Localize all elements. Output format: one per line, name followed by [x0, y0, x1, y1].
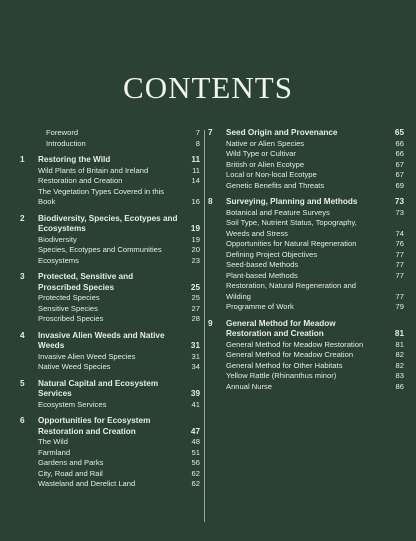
toc-entry[interactable] [20, 176, 200, 187]
page-number: 31 [191, 351, 200, 361]
toc-entry[interactable] [20, 469, 200, 480]
toc-chapter[interactable] [20, 214, 200, 235]
toc-entry[interactable] [20, 479, 200, 490]
entry-title: Annual Nurse [226, 381, 273, 391]
page-number: 27 [191, 303, 200, 313]
chapter-title: Restoring the Wild [38, 155, 111, 164]
page-number: 19 [190, 224, 200, 233]
page-number: 11 [192, 165, 200, 175]
toc-entry[interactable] [208, 149, 404, 160]
entry-title: Native or Alien Species [226, 138, 305, 148]
entry-title: Opportunities for Natural Regeneration [226, 239, 357, 248]
toc-chapter[interactable] [20, 379, 200, 400]
toc-entry[interactable] [20, 139, 200, 150]
page-number: 51 [191, 447, 200, 457]
chapter-number: 3 [20, 272, 25, 281]
chapter-title: Surveying, Planning and Methods [226, 197, 358, 206]
toc-entry[interactable] [208, 302, 404, 313]
chapter-number: 6 [20, 416, 25, 425]
page-number: 48 [191, 437, 200, 446]
toc-entry[interactable] [208, 160, 404, 171]
entry-title: Ecosystem Services [38, 399, 107, 409]
page-number: 69 [395, 180, 404, 190]
page-number: 82 [395, 350, 404, 359]
page-number: 41 [191, 399, 200, 409]
entry-title: Local or Non-local Ecotype [226, 170, 317, 179]
page-number: 77 [395, 270, 404, 280]
page-number: 74 [395, 228, 404, 238]
toc-entry[interactable] [20, 314, 200, 325]
page-number: 81 [395, 339, 404, 349]
chapter-number: 9 [208, 318, 213, 328]
toc-chapter[interactable] [20, 416, 200, 437]
entry-title: Programme of Work [226, 302, 294, 311]
toc-entry[interactable] [208, 361, 404, 372]
toc-chapter[interactable] [208, 128, 404, 139]
page-number: 67 [395, 159, 404, 169]
toc-entry[interactable] [208, 208, 404, 219]
entry-title: Farmland [38, 447, 71, 457]
toc-entry[interactable] [208, 239, 404, 250]
chapter-title: Seed Origin and Provenance [226, 128, 338, 137]
entry-title: Sensitive Species [38, 303, 98, 313]
toc-entry[interactable] [20, 437, 200, 448]
toc-entry[interactable] [20, 362, 200, 373]
chapter-number: 4 [20, 330, 25, 340]
page-number: 34 [191, 362, 200, 371]
page-number: 65 [394, 128, 404, 137]
toc-entry[interactable] [20, 245, 200, 256]
toc-chapter[interactable] [20, 331, 200, 352]
page-number: 47 [190, 426, 200, 436]
entry-title: Seed-based Methods [226, 260, 299, 269]
toc-entry[interactable] [208, 170, 404, 181]
entry-title: City, Road and Rail [38, 468, 103, 478]
column-divider [204, 130, 205, 522]
toc-entry[interactable] [208, 250, 404, 261]
page-number: 7 [195, 128, 200, 137]
entry-title: Biodiversity [38, 234, 77, 244]
entry-title: Species, Ecotypes and Communities [38, 245, 162, 254]
toc-left-column [20, 128, 200, 490]
toc-entry[interactable] [20, 187, 200, 208]
entry-title: Plant-based Methods [226, 270, 298, 280]
entry-title: Genetic Benefits and Threats [226, 180, 325, 190]
page-number: 66 [395, 138, 404, 148]
toc-entry[interactable] [20, 400, 200, 411]
page-number: 73 [395, 207, 404, 217]
toc-entry[interactable] [208, 350, 404, 361]
page-number: 82 [395, 360, 404, 370]
entry-title: Defining Project Objectives [226, 249, 318, 259]
entry-title: Restoration and Creation [38, 176, 123, 185]
page-number: 11 [191, 155, 200, 164]
entry-title: Native Weed Species [38, 362, 111, 371]
page-number: 77 [395, 260, 404, 269]
toc-entry[interactable] [20, 293, 200, 304]
entry-title: Botanical and Feature Surveys [226, 207, 330, 217]
entry-title: The Vegetation Types Covered in this Book [38, 186, 165, 206]
chapter-number: 5 [20, 378, 25, 388]
page-title: CONTENTS [123, 70, 293, 105]
entry-title: The Wild [38, 437, 68, 446]
chapter-number: 2 [20, 213, 25, 223]
entry-title: Proscribed Species [38, 314, 104, 323]
page-number: 83 [395, 371, 404, 380]
chapter-title: General Method for Meadow Restoration and Creation [226, 318, 336, 338]
page-number: 39 [190, 389, 200, 398]
page-number: 23 [191, 255, 200, 265]
entry-title: General Method for Other Habitats [226, 360, 343, 370]
entry-title: General Method for Meadow Creation [226, 350, 354, 359]
toc-entry[interactable] [208, 218, 404, 239]
chapter-title: Invasive Alien Weeds and Native Weeds [38, 330, 165, 350]
entry-title: General Method for Meadow Restoration [226, 339, 364, 349]
page-number: 20 [191, 245, 200, 254]
toc-entry[interactable] [208, 271, 404, 282]
page-number: 81 [394, 329, 404, 338]
page-number: 73 [394, 197, 404, 206]
chapter-number: 1 [20, 155, 25, 164]
chapter-number: 7 [208, 128, 213, 137]
page-number: 25 [190, 282, 200, 292]
page-number: 62 [191, 468, 200, 478]
page-number: 56 [191, 458, 200, 467]
toc-entry[interactable] [208, 371, 404, 382]
entry-title: Wasteland and Derelict Land [38, 479, 136, 488]
toc-entry[interactable] [20, 352, 200, 363]
chapter-title: Protected, Sensitive and Proscribed Species [38, 272, 134, 292]
toc-entry[interactable] [20, 448, 200, 459]
entry-title: Soil Type, Nutrient Status, Topography, Weeds and Stress [226, 218, 357, 238]
entry-title: Ecosystems [38, 255, 79, 265]
entry-title: Invasive Alien Weed Species [38, 351, 136, 361]
page-number: 67 [395, 170, 404, 179]
page-number: 19 [191, 234, 200, 244]
toc-entry[interactable] [20, 304, 200, 315]
toc-entry[interactable] [208, 181, 404, 192]
toc-entry[interactable] [208, 260, 404, 271]
page-number: 76 [395, 239, 404, 248]
page-number: 28 [191, 314, 200, 323]
chapter-title: Natural Capital and Ecosystem Services [38, 378, 159, 398]
page-number: 86 [395, 381, 404, 391]
entry-title: Introduction [46, 138, 86, 148]
chapter-number: 8 [208, 197, 213, 206]
page-number: 8 [195, 138, 200, 148]
page-number: 77 [395, 291, 404, 301]
toc-chapter[interactable] [208, 319, 404, 340]
toc-chapter[interactable] [20, 272, 200, 293]
page-number: 31 [190, 341, 200, 350]
toc-entry[interactable] [20, 458, 200, 469]
toc-entry[interactable] [20, 166, 200, 177]
toc-entry[interactable] [208, 139, 404, 150]
page-number: 62 [191, 479, 200, 488]
page-number: 25 [191, 293, 200, 302]
toc-entry[interactable] [208, 382, 404, 393]
toc-entry[interactable] [208, 340, 404, 351]
entry-title: Wild Plants of Britain and Ireland [38, 165, 149, 175]
entry-title: British or Alien Ecotype [226, 159, 305, 169]
toc-entry[interactable] [208, 281, 404, 302]
toc-right-column [208, 128, 404, 392]
toc-entry[interactable] [20, 128, 200, 139]
entry-title: Gardens and Parks [38, 458, 104, 467]
chapter-title: Opportunities for Ecosystem Restoration and Creation [38, 416, 151, 436]
toc-entry[interactable] [20, 235, 200, 246]
toc-chapter[interactable] [20, 155, 200, 166]
page-number: 14 [191, 176, 200, 185]
entry-title: Foreword [46, 128, 79, 137]
page-number: 16 [191, 197, 200, 206]
toc-chapter[interactable] [208, 197, 404, 208]
entry-title: Wild Type or Cultivar [226, 149, 296, 158]
entry-title: Yellow Rattle (Rhinanthus minor) [226, 371, 337, 380]
entry-title: Protected Species [38, 293, 100, 302]
page-number: 66 [395, 149, 404, 158]
chapter-title: Biodiversity, Species, Ecotypes and Ecosystems [38, 213, 178, 233]
entry-title: Restoration, Natural Regeneration and Wilding [226, 281, 357, 301]
toc-entry[interactable] [20, 256, 200, 267]
page-number: 77 [395, 249, 404, 259]
page-number: 79 [395, 302, 404, 311]
